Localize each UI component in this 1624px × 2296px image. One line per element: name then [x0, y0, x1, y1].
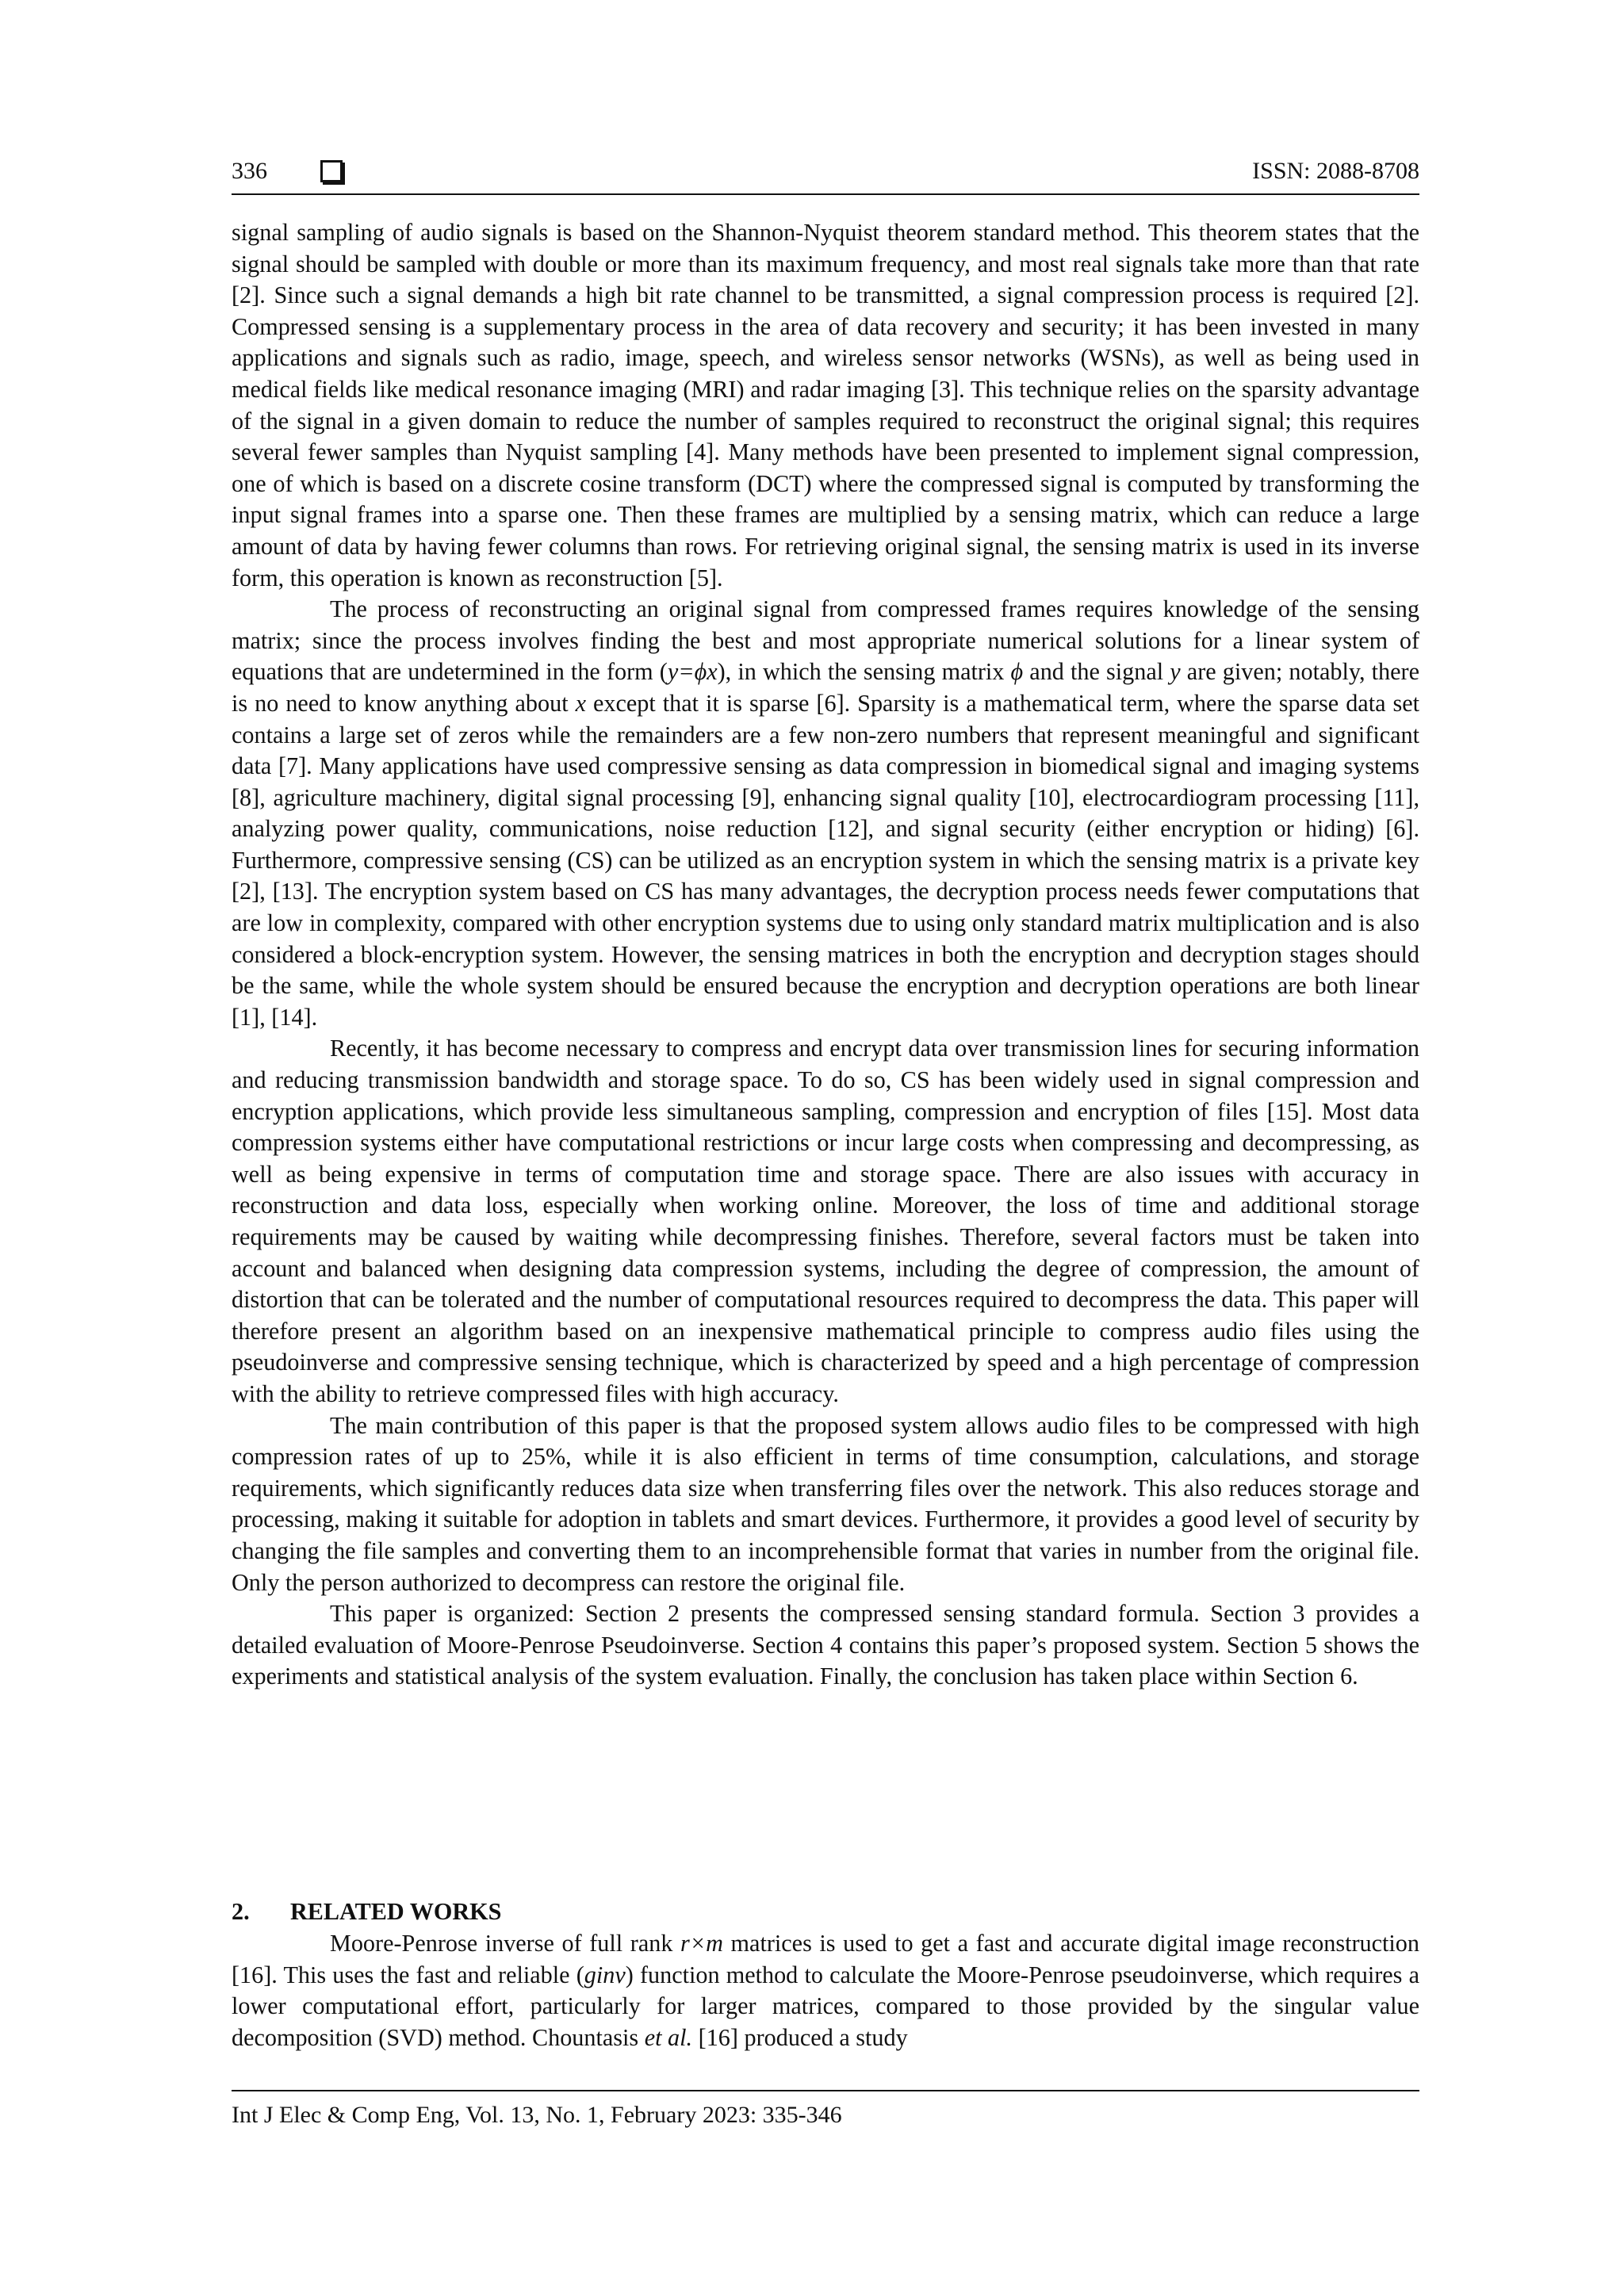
section-number: 2. — [232, 1898, 250, 1925]
symbol-x: x — [575, 689, 587, 717]
equation-inline: y=ϕx — [667, 658, 718, 686]
section-paragraph-part: matrices is used to get a fast and accurate digital image reconstruction [16]. This uses the fast and reliable ( — [232, 1930, 1419, 1988]
paragraph-1: signal sampling of audio signals is based on the Shannon-Nyquist theorem standard method. This theorem states that the signal should be sampled with double or more than its maximum frequency, and most real signals take more than that rate [2]. Since such a signal demands a high bit rate channel to be transmitted, a signal compression process is required [2]. Compressed sensing is a supplementary process in the area of data recovery and security; it has been invested in many applications and signals such as radio, image, speech, and wireless sensor networks (WSNs), as well as being used in medical fields like medical resonance imaging (MRI) and radar imaging [3]. This technique relies on the sparsity advantage of the signal in a given domain to reduce the number of samples required to reconstruct the original signal; this requires several fewer samples than Nyquist sampling [4]. Many methods have been presented to implement signal compression, one of which is based on a discrete cosine transform (DCT) where the compressed signal is computed by transforming the input signal frames into a sparse one. Then these frames are multiplied by a sensing matrix, which can reduce a large amount of data by having fewer columns than rows. For retrieving original signal, the sensing matrix is used in its inverse form, this operation is known as reconstruction [5]. — [232, 219, 1419, 591]
paragraph-4: The main contribution of this paper is that the proposed system allows audio files to be compressed with high compression rates of up to 25%, while it is also efficient in terms of time consumption, calculations, and storage requirements, which significantly reduces data size when transferring files over the network. This also reduces storage and processing, making it suitable for adoption in tablets and smart devices. Furthermore, it provides a good level of security by changing the file samples and converting them to an incomprehensible format that varies in number from the original file. Only the person authorized to decompress can restore the original file. — [232, 1411, 1419, 1596]
running-footer — [232, 2090, 1419, 2131]
function-name: ginv — [584, 1961, 626, 1988]
symbol-y: y — [1170, 658, 1181, 686]
symbol-phi: ϕ — [1010, 658, 1024, 686]
paragraph-2-part: and the signal — [1023, 658, 1170, 686]
section-paragraph-part: Moore-Penrose inverse of full rank — [330, 1930, 681, 1957]
paragraph-2-part: The process of reconstructing an original signal from compressed frames requires knowledge of the sensing matrix; since the process involves finding the best and most appropriate numerical solutions for a linear system of equations that are undetermined in the form ( — [232, 595, 1419, 686]
section-text — [232, 1928, 1419, 2053]
journal-citation: Int J Elec & Comp Eng, Vol. 13, No. 1, February 2023: 335-346 — [232, 2102, 842, 2128]
matrix-dimension: r×m — [680, 1930, 723, 1957]
et-al: et al. — [644, 2023, 693, 2051]
section-heading — [232, 1896, 1419, 1928]
paragraph-3: Recently, it has become necessary to compress and encrypt data over transmission lines for securing information and reducing transmission bandwidth and storage space. To do so, CS has been widely used in signal compression and encryption applications, which provide less simultaneous sampling, compression and encryption of files [15]. Most data compression systems either have computational restrictions or incur large costs when compressing and decompressing, as well as being expensive in terms of computation time and storage space. There are also issues with accuracy in reconstruction and data loss, especially when working online. Moreover, the loss of time and additional storage requirements may be caused by waiting while decompressing finishes. Therefore, several factors must be taken into account and balanced when designing data compression systems, including the degree of compression, the amount of distortion that can be tolerated and the number of computational resources required to decompress the data. This paper will therefore present an algorithm based on an inexpensive mathematical principle to compress audio files using the pseudoinverse and compressive sensing technique, which is characterized by speed and a high percentage of compression with the ability to retrieve compressed files with high accuracy. — [232, 1035, 1419, 1407]
body-text — [232, 217, 1419, 1693]
section-paragraph — [232, 1928, 1419, 2053]
page-number: 336 — [232, 158, 267, 184]
issn-label: ISSN: 2088-8708 — [1252, 158, 1419, 184]
paragraph-2 — [232, 594, 1419, 1033]
paragraph-2-part: except that it is sparse [6]. Sparsity is a mathematical term, where the sparse data set contains a large set of zeros while the remainders are a few non-zero numbers that represent meaningful and significant data [7]. Many applications have used compressive sensing as data compression in biomedical signal and imaging systems [8], agriculture machinery, digital signal processing [9], enhancing signal quality [10], electrocardiogram processing [11], analyzing power quality, communications, noise reduction [12], and signal security (either encryption or hiding) [6]. Furthermore, compressive sensing (CS) can be utilized as an encryption system in which the sensing matrix is a private key [2], [13]. The encryption system based on CS has many advantages, the decryption process needs fewer computations that are low in complexity, compared with other encryption systems due to using only standard matrix multiplication and is also considered a block-encryption system. However, the sensing matrices in both the encryption and decryption stages should be the same, while the whole system should be ensured because the encryption and decryption operations are both linear [1], [14]. — [232, 689, 1420, 1031]
section-paragraph-part: ) function method to calculate the Moore-Penrose pseudoinverse, which requires a lower computational effort, particularly for larger matrices, compared to those provided by the singular value decomposition (SVD) method. Chountasis — [232, 1961, 1419, 2051]
paragraph-2-part: ), in which the sensing matrix — [717, 658, 1011, 686]
section-title: RELATED WORKS — [290, 1898, 502, 1925]
paragraph-5: This paper is organized: Section 2 presents the compressed sensing standard formula. Section 3 provides a detailed evaluation of Moore-Penrose Pseudoinverse. Section 4 contains this paper’s proposed system. Section 5 shows the experiments and statistical analysis of the system evaluation. Finally, the conclusion has taken place within Section 6. — [232, 1600, 1419, 1690]
section-paragraph-part: [16] produced a study — [692, 2023, 908, 2051]
square-box-icon — [320, 160, 343, 182]
running-header — [232, 155, 1419, 195]
paragraph-2-part: are given; notably, there is no need to know anything about — [232, 658, 1419, 717]
